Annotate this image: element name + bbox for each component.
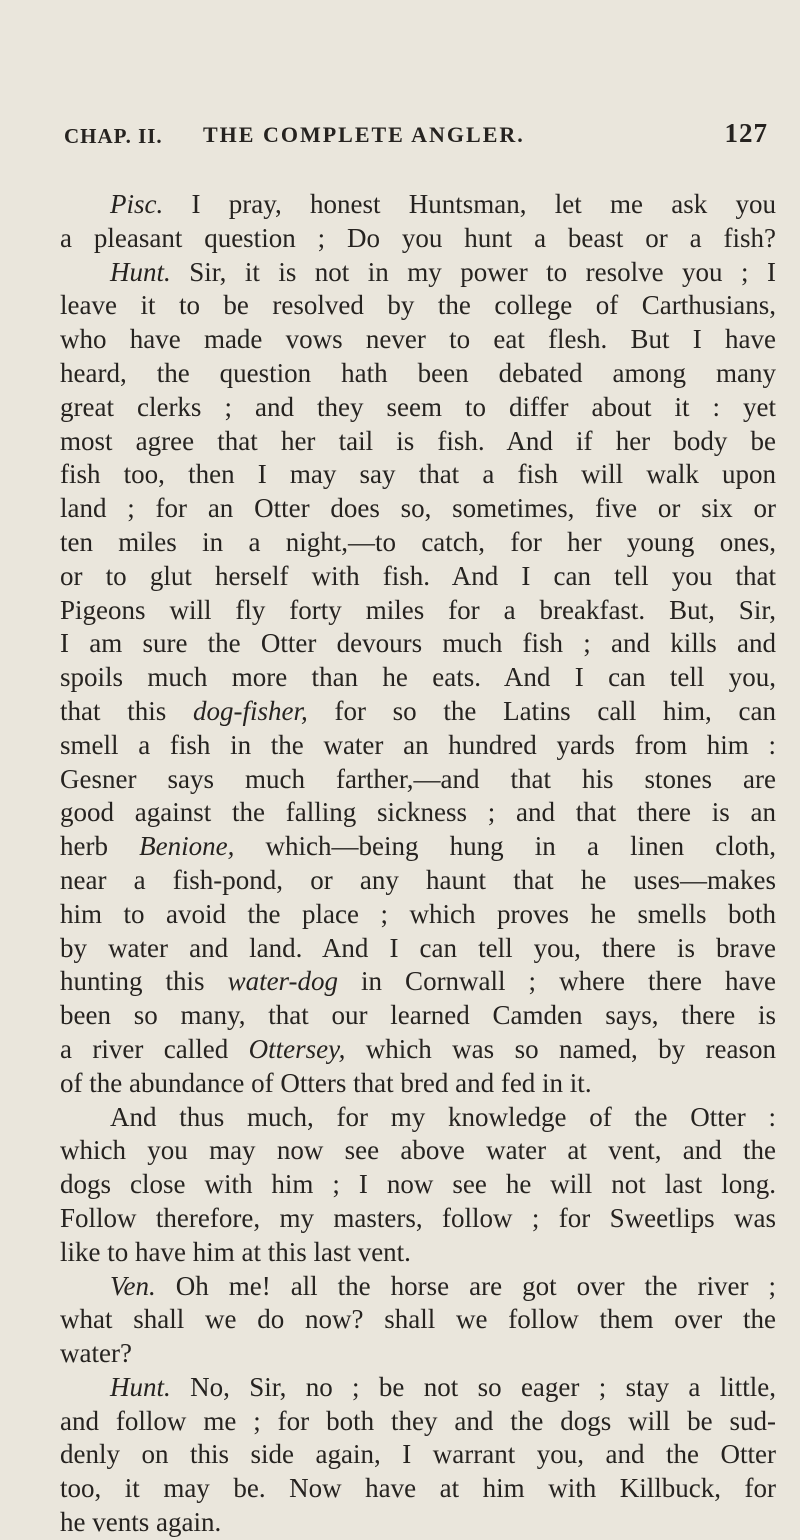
line-text: a pleasant question ; Do you hunt a beast or a fish? [60,222,776,253]
line-text: great clerks ; and they seem to differ about it : yet [60,391,776,422]
text-line [60,627,776,661]
body-text [60,188,776,1540]
line-text: near a fish-pond, or any haunt that he uses—makes [60,864,776,895]
running-header [64,118,776,158]
line-text: a river called [60,1033,249,1064]
text-line [60,1033,776,1067]
line-text: too, it may be. Now have at him with Killbuck, for [60,1473,776,1504]
line-text: of the abundance of Otters that bred and fed in it. [60,1067,592,1098]
text-line [60,898,776,932]
text-line [60,1472,776,1506]
line-text: Sir, it is not in my power to resolve you ; I [170,256,776,287]
text-line [60,1202,776,1236]
text-line [60,1168,776,1202]
line-text: herb [60,831,140,862]
text-line [60,1236,776,1270]
page-number: 127 [724,118,768,148]
line-text: been so many, that our learned Camden says, there is [60,1000,776,1031]
line-text: spoils much more than he eats. And I can tell you, [60,662,776,693]
text-line [60,222,776,256]
text-line [60,864,776,898]
text-line [60,965,776,999]
line-text: him to avoid the place ; which proves he smells both [60,898,776,929]
line-text: leave it to be resolved by the college of Carthusians, [60,290,776,321]
line-text: in Cornwall ; where there have [338,966,777,997]
text-line [60,560,776,594]
line-text: he vents again. [60,1507,222,1538]
text-line [60,1438,776,1472]
text-line [60,323,776,357]
text-line [60,256,776,290]
text-line [60,729,776,763]
text-line [60,391,776,425]
line-text: which—being hung in a linen cloth, [234,831,776,862]
text-line [60,458,776,492]
chapter-label: CHAP. II. [64,124,163,148]
text-line [60,1506,776,1540]
line-text: land ; for an Otter does so, sometimes, five or six or [60,493,776,524]
text-line [60,661,776,695]
line-text: fish too, then I may say that a fish will walk upon [60,459,776,490]
text-line [60,357,776,391]
text-line [60,1067,776,1101]
text-line [60,492,776,526]
line-text: denly on this side again, I warrant you, and the Otter [60,1439,776,1470]
book-title: THE COMPLETE ANGLER. [203,122,525,147]
italic-text: Ven. [110,1270,156,1301]
italic-text: Ottersey, [248,1033,346,1064]
line-text: No, Sir, no ; be not so eager ; stay a little, [170,1371,776,1402]
text-line [60,289,776,323]
line-text: heard, the question hath been debated among many [60,357,776,388]
line-text: what shall we do now? shall we follow them over the [60,1304,776,1335]
text-line [60,763,776,797]
line-text: smell a fish in the water an hundred yards from him : [60,729,776,760]
text-line [60,796,776,830]
line-text: Oh me! all the horse are got over the river ; [155,1270,776,1301]
line-text: dogs close with him ; I now see he will not last long. [60,1169,776,1200]
text-line [60,188,776,222]
text-line [60,1303,776,1337]
line-text: who have made vows never to eat flesh. But I have [60,324,776,355]
text-line [60,1371,776,1405]
line-text: most agree that her tail is fish. And if her body be [60,425,776,456]
italic-text: Hunt. [110,256,171,287]
text-line [60,932,776,966]
line-text: I pray, honest Huntsman, let me ask you [163,189,776,219]
line-text: and follow me ; for both they and the dogs will be sud- [60,1405,776,1436]
italic-text: Pisc. [110,189,164,219]
italic-text: Hunt. [110,1371,171,1402]
text-line [60,425,776,459]
line-text: which you may now see above water at vent, and the [60,1135,776,1166]
line-text: for so the Latins call him, can [307,695,777,726]
italic-text: water-dog [227,966,339,997]
line-text: Pigeons will fly forty miles for a breakfast. But, Sir, [60,594,776,625]
text-line [60,1405,776,1439]
text-line [60,1101,776,1135]
line-text: by water and land. And I can tell you, there is brave [60,932,776,963]
line-text: water? [60,1338,132,1369]
line-text: Gesner says much farther,—and that his stones are [60,763,776,794]
line-text: that this [60,695,193,726]
text-line [60,594,776,628]
line-text: like to have him at this last vent. [60,1236,411,1267]
text-line [60,526,776,560]
italic-text: Benione, [139,831,235,862]
text-line [60,695,776,729]
line-text: or to glut herself with fish. And I can tell you that [60,560,776,591]
text-line [60,1270,776,1304]
text-line [60,1134,776,1168]
text-line [60,830,776,864]
line-text: hunting this [60,966,228,997]
line-text: I am sure the Otter devours much fish ; and kills and [60,628,776,659]
italic-text: dog-fisher, [192,695,308,726]
line-text: which was so named, by reason [345,1033,776,1064]
text-line [60,1337,776,1371]
line-text: good against the falling sickness ; and that there is an [60,797,776,828]
text-line [60,999,776,1033]
line-text: Follow therefore, my masters, follow ; for Sweetlips was [60,1202,776,1233]
line-text: And thus much, for my knowledge of the Otter : [110,1101,776,1132]
line-text: ten miles in a night,—to catch, for her young ones, [60,526,776,557]
